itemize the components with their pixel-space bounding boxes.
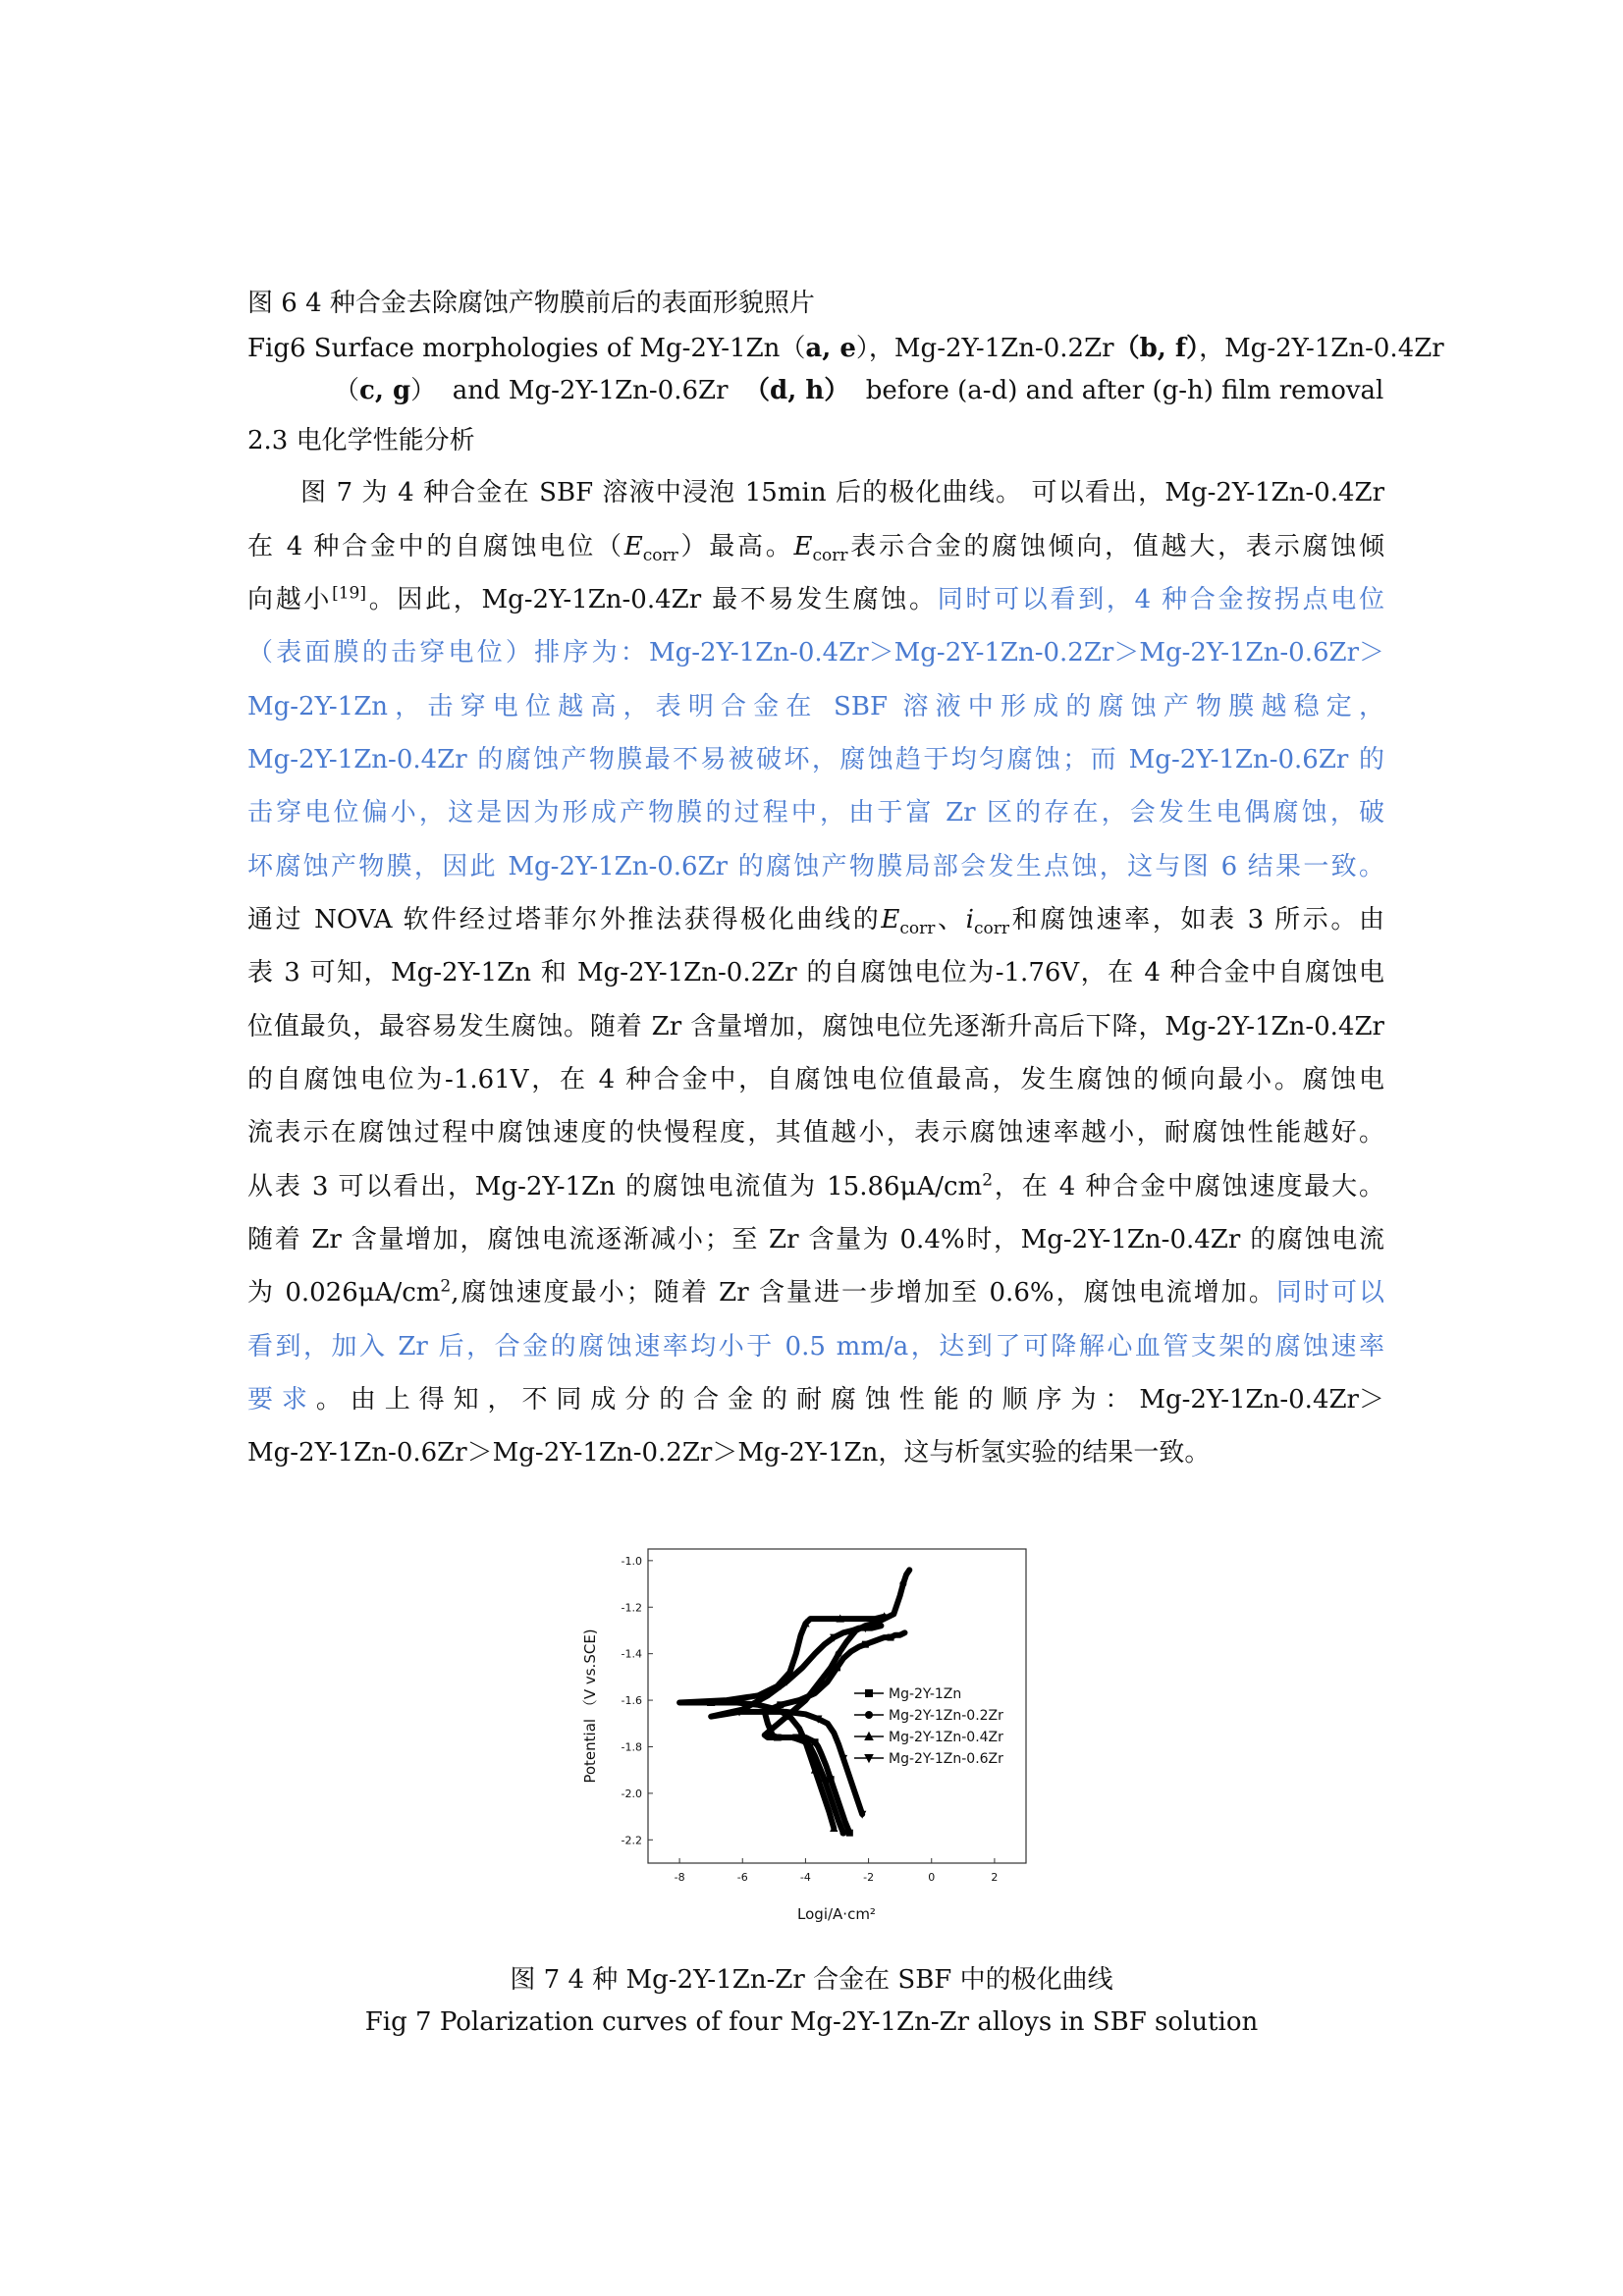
body-line-9: 通过 NOVA 软件经过塔菲尔外推法获得极化曲线的$E_{corr}$、$i_{corr}$和腐蚀速率，如表 3 所示。由: [247, 905, 1384, 939]
data-point: [862, 1641, 869, 1648]
section-heading: 2.3 电化学性能分析: [247, 426, 475, 455]
data-point: [836, 1650, 842, 1657]
fig6-caption-en-line2: （c, g） and Mg-2Y-1Zn-0.6Zr （d, h） before (a-d) and after (g-h) film removal: [334, 376, 1384, 405]
data-point: [865, 1689, 873, 1697]
data-point: [865, 1711, 873, 1719]
data-point: [888, 1634, 894, 1641]
body-line-10: 表 3 可知，Mg-2Y-1Zn 和 Mg-2Y-1Zn-0.2Zr 的自腐蚀电位为-1.76V，在 4 种合金中自腐蚀电: [247, 958, 1384, 988]
legend-label: Mg-2Y-1Zn-0.6Zr: [889, 1751, 1003, 1767]
body-line-5: Mg-2Y-1Zn，击穿电位越高，表明合金在 SBF 溶液中形成的腐蚀产物膜越稳定，: [247, 692, 1384, 721]
body-line-15: 随着 Zr 含量增加，腐蚀电流逐渐减小；至 Zr 含量为 0.4%时，Mg-2Y-1Zn-0.4Zr 的腐蚀电流: [247, 1225, 1384, 1255]
body-line-14: 从表 3 可以看出，Mg-2Y-1Zn 的腐蚀电流值为 $15.86\mu A/cm^2$，在 4 种合金中腐蚀速度最大。: [247, 1170, 1384, 1201]
fig7-caption-cn: 图 7 4 种 Mg-2Y-1Zn-Zr 合金在 SBF 中的极化曲线: [510, 1965, 1113, 1995]
fig6-caption-en-line1: Fig6 Surface morphologies of Mg-2Y-1Zn（a, e），Mg-2Y-1Zn-0.2Zr（b, f），Mg-2Y-1Zn-0.4Zr: [247, 334, 1444, 363]
x-axis-label: Logi/A·cm²: [797, 1905, 876, 1923]
data-point: [812, 1738, 819, 1745]
polarization-chart: [569, 1541, 1031, 1934]
body-line-1: 图 7 为 4 种合金在 SBF 溶液中浸泡 15min 后的极化曲线。 可以看出，Mg-2Y-1Zn-0.4Zr: [300, 478, 1384, 507]
data-point: [839, 1830, 846, 1837]
body-line-7: 击穿电位偏小，这是因为形成产物膜的过程中，由于富 Zr 区的存在，会发生电偶腐蚀，破: [247, 798, 1384, 828]
legend-label: Mg-2Y-1Zn-0.4Zr: [889, 1730, 1003, 1745]
data-point: [777, 1735, 784, 1741]
body-line-16: 为 $0.026\mu A/cm^2$,腐蚀速度最小；随着 Zr 含量进一步增加至 0.6%，腐蚀电流增加。同时可以: [247, 1276, 1384, 1308]
body-line-12: 的自腐蚀电位为-1.61V，在 4 种合金中，自腐蚀电位值最高，发生腐蚀的倾向最小。腐蚀电: [247, 1065, 1384, 1095]
y-tick-label: -1.0: [621, 1554, 642, 1568]
y-tick-label: -1.6: [621, 1694, 642, 1708]
y-tick-label: -1.2: [621, 1601, 642, 1615]
fig6-caption-cn: 图 6 4 种合金去除腐蚀产物膜前后的表面形貌照片: [247, 289, 815, 318]
chart-legend: [854, 1686, 1003, 1767]
y-tick-label: -2.2: [621, 1834, 642, 1847]
legend-label: Mg-2Y-1Zn-0.2Zr: [889, 1708, 1003, 1724]
body-line-4: （表面膜的击穿电位）排序为：Mg-2Y-1Zn-0.4Zr＞Mg-2Y-1Zn-0.2Zr＞Mg-2Y-1Zn-0.6Zr＞: [247, 638, 1384, 667]
body-line-2: 在 4 种合金中的自腐蚀电位$(E_{corr})$最高。$E_{corr}$表示合金的腐蚀倾向，值越大，表示腐蚀倾: [247, 532, 1384, 566]
y-tick-label: -2.0: [621, 1787, 642, 1800]
body-line-3: 向越小[19]。因此，Mg-2Y-1Zn-0.4Zr 最不易发生腐蚀。同时可以看到，4 种合金按拐点电位: [247, 583, 1384, 614]
body-line-11: 位值最负，最容易发生腐蚀。随着 Zr 含量增加，腐蚀电位先逐渐升高后下降，Mg-2Y-1Zn-0.4Zr: [247, 1012, 1384, 1041]
body-line-13: 流表示在腐蚀过程中腐蚀速度的快慢程度，其值越小，表示腐蚀速率越小，耐腐蚀性能越好。: [247, 1118, 1384, 1148]
legend-label: Mg-2Y-1Zn: [889, 1686, 962, 1702]
data-point: [899, 1580, 906, 1587]
body-line-17: 看到，加入 Zr 后，合金的腐蚀速率均小于 0.5 mm/a，达到了可降解心血管支架的腐蚀速率: [247, 1332, 1384, 1362]
x-tick-label: 2: [991, 1871, 999, 1884]
fig7-caption-en: Fig 7 Polarization curves of four Mg-2Y-1Zn-Zr alloys in SBF solution: [364, 2007, 1259, 2037]
x-tick-label: -2: [863, 1871, 875, 1884]
x-tick-label: -4: [799, 1871, 811, 1884]
body-line-6: Mg-2Y-1Zn-0.4Zr 的腐蚀产物膜最不易被破坏，腐蚀趋于均匀腐蚀；而 Mg-2Y-1Zn-0.6Zr 的: [247, 745, 1384, 774]
body-line-18: 要求。由上得知，不同成分的合金的耐腐蚀性能的顺序为：Mg-2Y-1Zn-0.4Zr＞: [247, 1385, 1384, 1415]
y-tick-label: -1.8: [621, 1740, 642, 1754]
x-tick-label: -8: [674, 1871, 685, 1884]
data-point: [846, 1830, 853, 1837]
body-line-8: 坏腐蚀产物膜，因此 Mg-2Y-1Zn-0.6Zr 的腐蚀产物膜局部会发生点蚀，这与图 6 结果一致。: [247, 852, 1384, 881]
body-line-19: Mg-2Y-1Zn-0.6Zr＞Mg-2Y-1Zn-0.2Zr＞Mg-2Y-1Zn，这与析氢实验的结果一致。: [247, 1438, 1211, 1468]
x-tick-label: -6: [736, 1871, 748, 1884]
y-axis-label: Potential （V vs.SCE): [581, 1629, 599, 1784]
x-tick-label: 0: [928, 1871, 936, 1884]
y-tick-label: -1.4: [621, 1647, 642, 1661]
